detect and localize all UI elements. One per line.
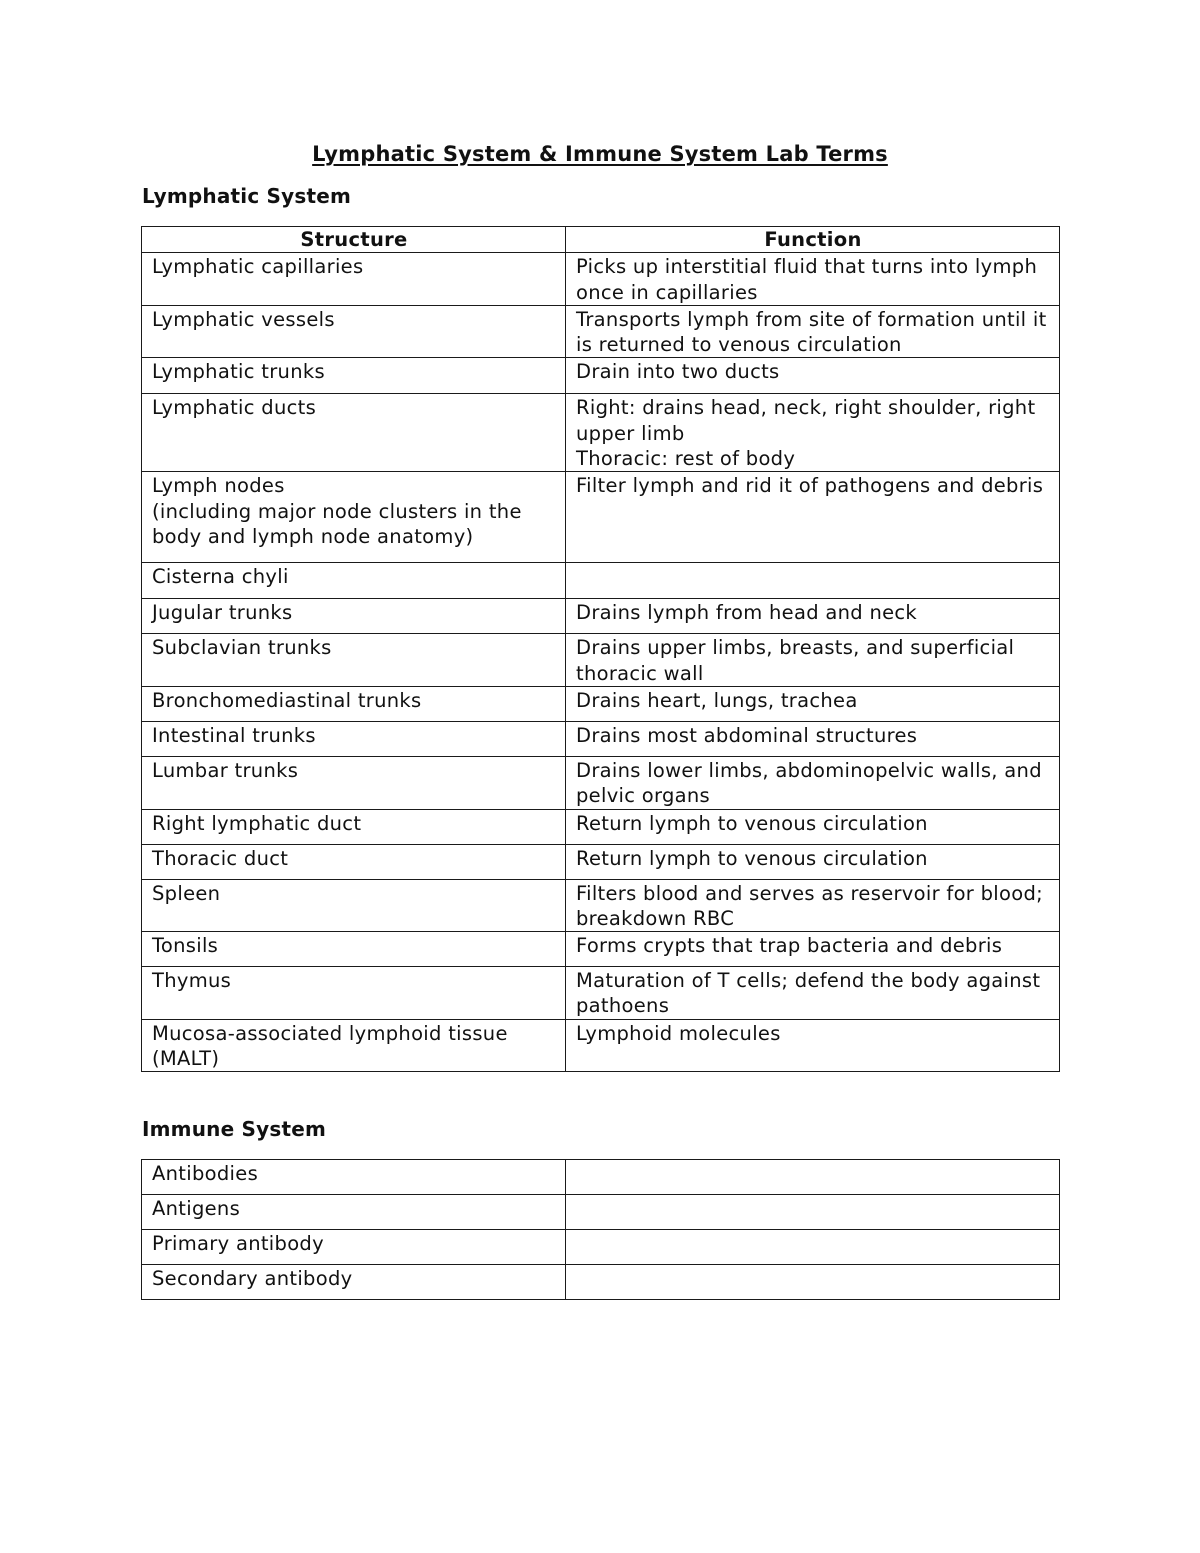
- function-cell: [566, 809, 1060, 844]
- function-cell: [566, 563, 1060, 599]
- function-cell-text: Maturation of T cells; defend the body against pathoens: [576, 969, 1041, 1018]
- function-cell-text: Drains lymph from head and neck: [576, 601, 918, 625]
- structure-cell-text: Lumbar trunks: [152, 758, 299, 782]
- structure-cell: [142, 634, 566, 687]
- function-cell-text: Return lymph to venous circulation: [576, 811, 928, 835]
- function-cell: [566, 721, 1060, 756]
- structure-cell-text: Tonsils: [152, 934, 219, 958]
- table-row: [142, 253, 1060, 306]
- table-row: [142, 1265, 1060, 1300]
- structure-cell: [142, 721, 566, 756]
- structure-cell-text: Jugular trunks: [152, 601, 293, 625]
- lymphatic-section-heading: Lymphatic System: [142, 184, 352, 208]
- table-row: [142, 932, 1060, 967]
- structure-cell-text: Lymphatic trunks: [152, 360, 325, 384]
- structure-cell: [142, 756, 566, 809]
- table-row: [142, 756, 1060, 809]
- table-row: [142, 634, 1060, 687]
- function-cell-text: Right: drains head, neck, right shoulder, right upper limb: [576, 396, 1036, 445]
- structure-cell: [142, 967, 566, 1020]
- function-cell-text: Thoracic: rest of body: [576, 447, 796, 471]
- function-cell-text: Transports lymph from site of formation until it is returned to venous circulation: [576, 307, 1047, 357]
- table-row: [142, 472, 1060, 563]
- function-cell-text: Picks up interstitial fluid that turns into lymph once in capillaries: [576, 255, 1038, 304]
- function-cell-text: Return lymph to venous circulation: [576, 846, 928, 870]
- table-row: [142, 1160, 1060, 1195]
- function-cell: [566, 305, 1060, 358]
- definition-cell: [566, 1230, 1060, 1265]
- term-cell: Primary antibody: [142, 1230, 566, 1265]
- structure-cell: [142, 879, 566, 932]
- function-cell: [566, 1019, 1060, 1072]
- structure-cell: [142, 472, 566, 563]
- function-cell-text: Filter lymph and rid it of pathogens and debris: [576, 474, 1044, 498]
- function-cell: [566, 932, 1060, 967]
- table-row: [142, 844, 1060, 879]
- structure-cell: [142, 358, 566, 394]
- structure-cell-text: Lymphatic capillaries: [152, 255, 364, 279]
- table-row: [142, 879, 1060, 932]
- table-row: [142, 599, 1060, 634]
- structure-cell: [142, 844, 566, 879]
- structure-cell-text: Cisterna chyli: [152, 565, 289, 589]
- structure-cell-text: (including major node clusters in the body and lymph node anatomy): [152, 499, 522, 548]
- structure-cell: [142, 599, 566, 634]
- table-row: [142, 809, 1060, 844]
- table-row: [142, 1019, 1060, 1072]
- function-cell-text: Drain into two ducts: [576, 360, 780, 384]
- function-cell-text: Lymphoid molecules: [576, 1021, 781, 1045]
- function-cell: [566, 472, 1060, 563]
- structure-cell: [142, 253, 566, 306]
- function-cell-text: Drains heart, lungs, trachea: [576, 688, 858, 712]
- term-cell: Antigens: [142, 1195, 566, 1230]
- function-cell: [566, 599, 1060, 634]
- function-cell-text: Drains most abdominal structures: [576, 723, 918, 747]
- structure-cell: [142, 563, 566, 599]
- table-row: [142, 358, 1060, 394]
- structure-cell: [142, 686, 566, 721]
- function-cell: [566, 756, 1060, 809]
- structure-cell-text: Thoracic duct: [152, 846, 289, 870]
- function-cell: [566, 686, 1060, 721]
- table-row: [142, 563, 1060, 599]
- document-title: Lymphatic System & Immune System Lab Terms: [312, 142, 888, 166]
- table-row: [142, 967, 1060, 1020]
- structure-cell-text: Mucosa-associated lymphoid tissue (MALT): [152, 1021, 508, 1071]
- structure-cell-text: Bronchomediastinal trunks: [152, 688, 422, 712]
- structure-cell-text: Right lymphatic duct: [152, 811, 362, 835]
- structure-cell-text: Lymph nodes: [152, 474, 285, 498]
- table-row: [142, 1195, 1060, 1230]
- table-row: [142, 721, 1060, 756]
- function-cell-text: Filters blood and serves as reservoir for blood; breakdown RBC: [576, 881, 1044, 930]
- structure-cell: [142, 305, 566, 358]
- function-cell: [566, 394, 1060, 472]
- structure-cell: [142, 809, 566, 844]
- lymphatic-terms-table: [141, 226, 1060, 1072]
- function-cell: [566, 879, 1060, 932]
- function-cell-text: Forms crypts that trap bacteria and debris: [576, 934, 1003, 958]
- structure-cell: [142, 932, 566, 967]
- structure-cell-text: Subclavian trunks: [152, 636, 332, 660]
- function-column-header: Function: [566, 227, 1060, 253]
- table-header-row: [142, 227, 1060, 253]
- structure-cell-text: Spleen: [152, 881, 221, 905]
- table-row: [142, 305, 1060, 358]
- definition-cell: [566, 1265, 1060, 1300]
- structure-cell-text: Lymphatic vessels: [152, 307, 335, 331]
- definition-cell: [566, 1195, 1060, 1230]
- immune-section-heading: Immune System: [142, 1117, 327, 1141]
- function-cell-text: Drains lower limbs, abdominopelvic walls, and pelvic organs: [576, 758, 1042, 808]
- definition-cell: [566, 1160, 1060, 1195]
- function-cell: [566, 844, 1060, 879]
- function-cell-text: Drains upper limbs, breasts, and superficial thoracic wall: [576, 636, 1015, 685]
- structure-cell-text: Lymphatic ducts: [152, 396, 317, 420]
- table-row: [142, 1230, 1060, 1265]
- table-row: [142, 394, 1060, 472]
- function-cell: [566, 253, 1060, 306]
- table-row: [142, 686, 1060, 721]
- term-cell: Antibodies: [142, 1160, 566, 1195]
- structure-cell: [142, 394, 566, 472]
- structure-column-header: Structure: [142, 227, 566, 253]
- structure-cell-text: Thymus: [152, 969, 232, 993]
- function-cell: [566, 358, 1060, 394]
- immune-terms-table: [141, 1159, 1060, 1300]
- structure-cell-text: Intestinal trunks: [152, 723, 316, 747]
- term-cell: Secondary antibody: [142, 1265, 566, 1300]
- function-cell: [566, 967, 1060, 1020]
- function-cell: [566, 634, 1060, 687]
- structure-cell: [142, 1019, 566, 1072]
